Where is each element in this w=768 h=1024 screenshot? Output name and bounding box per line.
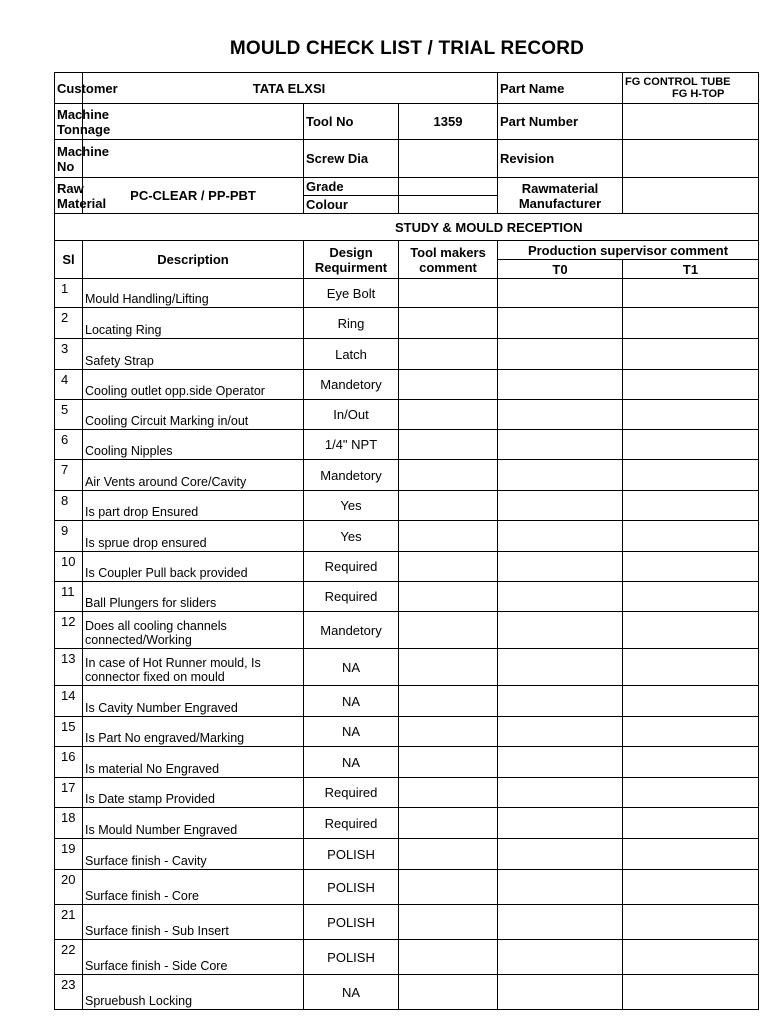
row-sl: 6 xyxy=(55,430,83,460)
row-t0-comment xyxy=(498,400,623,430)
row-design-requirement: Required xyxy=(304,582,399,612)
row-t1-comment xyxy=(623,521,759,552)
row-description: Is Coupler Pull back provided xyxy=(83,552,304,582)
row-t1-comment xyxy=(623,400,759,430)
row-t0-comment xyxy=(498,778,623,808)
row-t0-comment xyxy=(498,870,623,905)
row-t1-comment xyxy=(623,975,759,1010)
table-row xyxy=(55,778,759,808)
row-t1-comment xyxy=(623,430,759,460)
column-header-t1: T1 xyxy=(623,260,759,279)
row-t1-comment xyxy=(623,491,759,521)
row-t0-comment xyxy=(498,839,623,870)
checklist-table xyxy=(54,72,759,1010)
column-header-toolmakers-line1: Tool makers xyxy=(410,244,486,260)
revision-label: Revision xyxy=(498,140,623,178)
page-title: MOULD CHECK LIST / TRIAL RECORD xyxy=(229,38,585,59)
part-name-label: Part Name xyxy=(498,73,623,104)
row-sl: 13 xyxy=(55,649,83,686)
row-sl: 12 xyxy=(55,612,83,649)
section-title: STUDY & MOULD RECEPTION xyxy=(55,214,759,241)
row-t0-comment xyxy=(498,308,623,339)
column-header-toolmakers-line2: comment xyxy=(419,259,477,275)
row-sl: 9 xyxy=(55,521,83,552)
table-row xyxy=(55,747,759,778)
table-row xyxy=(55,521,759,552)
row-sl: 5 xyxy=(55,400,83,430)
table-row xyxy=(55,460,759,491)
table-row xyxy=(55,649,759,686)
row-t1-comment xyxy=(623,649,759,686)
row-description: Cooling Nipples xyxy=(83,430,304,460)
table-row xyxy=(55,308,759,339)
table-row xyxy=(55,430,759,460)
row-design-requirement: NA xyxy=(304,686,399,717)
row-design-requirement: POLISH xyxy=(304,839,399,870)
row-description: Surface finish - Core xyxy=(83,870,304,905)
row-description: Surface finish - Sub Insert xyxy=(83,905,304,940)
raw-material-label: Raw Material xyxy=(55,178,83,214)
row-sl: 16 xyxy=(55,747,83,778)
row-toolmakers-comment xyxy=(399,870,498,905)
row-t1-comment xyxy=(623,940,759,975)
row-t1-comment xyxy=(623,905,759,940)
column-header-toolmakers-comment xyxy=(399,241,498,279)
machine-tonnage-label-line1: Machine xyxy=(57,106,110,122)
table-row xyxy=(55,808,759,839)
row-toolmakers-comment xyxy=(399,308,498,339)
row-design-requirement: Mandetory xyxy=(304,370,399,400)
row-t0-comment xyxy=(498,339,623,370)
row-t1-comment xyxy=(623,747,759,778)
row-t0-comment xyxy=(498,460,623,491)
row-t1-comment xyxy=(623,279,759,308)
screw-dia-value xyxy=(399,140,498,178)
row-t1-comment xyxy=(623,612,759,649)
table-row xyxy=(55,870,759,905)
row-t0-comment xyxy=(498,491,623,521)
row-design-requirement: Eye Bolt xyxy=(304,279,399,308)
row-design-requirement: 1/4" NPT xyxy=(304,430,399,460)
row-design-requirement: Yes xyxy=(304,491,399,521)
part-name-value xyxy=(623,73,759,104)
row-toolmakers-comment xyxy=(399,717,498,747)
row-sl: 23 xyxy=(55,975,83,1010)
row-t1-comment xyxy=(623,778,759,808)
rawmaterial-manufacturer-label-line2: Manufacturer xyxy=(518,195,602,211)
column-header-t0: T0 xyxy=(498,260,623,279)
row-description: Spruebush Locking xyxy=(83,975,304,1010)
row-design-requirement: POLISH xyxy=(304,870,399,905)
row-toolmakers-comment xyxy=(399,552,498,582)
row-t0-comment xyxy=(498,975,623,1010)
row-t0-comment xyxy=(498,905,623,940)
grade-value xyxy=(399,178,498,196)
row-design-requirement: NA xyxy=(304,975,399,1010)
tool-no-label: Tool No xyxy=(304,104,399,140)
row-sl: 4 xyxy=(55,370,83,400)
column-header-design-line2: Requirment xyxy=(314,259,388,275)
row-design-requirement: POLISH xyxy=(304,940,399,975)
row-description: Is Mould Number Engraved xyxy=(83,808,304,839)
row-t0-comment xyxy=(498,808,623,839)
row-sl: 14 xyxy=(55,686,83,717)
row-toolmakers-comment xyxy=(399,940,498,975)
row-toolmakers-comment xyxy=(399,460,498,491)
row-description: Is material No Engraved xyxy=(83,747,304,778)
row-sl: 19 xyxy=(55,839,83,870)
table-row xyxy=(55,491,759,521)
row-description: Surface finish - Side Core xyxy=(83,940,304,975)
row-t0-comment xyxy=(498,521,623,552)
row-toolmakers-comment xyxy=(399,686,498,717)
part-number-value xyxy=(623,104,759,140)
row-t0-comment xyxy=(498,612,623,649)
raw-material-value: PC-CLEAR / PP-PBT xyxy=(83,178,304,214)
row-toolmakers-comment xyxy=(399,747,498,778)
row-t1-comment xyxy=(623,460,759,491)
row-description: Air Vents around Core/Cavity xyxy=(83,460,304,491)
table-row xyxy=(55,552,759,582)
row-t0-comment xyxy=(498,649,623,686)
row-t1-comment xyxy=(623,370,759,400)
part-name-line1: FG CONTROL TUBE xyxy=(625,76,731,88)
part-name-line2: FG H-TOP xyxy=(672,88,725,100)
row-description: Cooling outlet opp.side Operator xyxy=(83,370,304,400)
row-sl: 18 xyxy=(55,808,83,839)
row-design-requirement: Yes xyxy=(304,521,399,552)
tool-no-value: 1359 xyxy=(399,104,498,140)
row-toolmakers-comment xyxy=(399,778,498,808)
row-toolmakers-comment xyxy=(399,905,498,940)
table-row xyxy=(55,339,759,370)
row-sl: 10 xyxy=(55,552,83,582)
row-sl: 15 xyxy=(55,717,83,747)
screw-dia-label: Screw Dia xyxy=(304,140,399,178)
column-header-description: Description xyxy=(83,241,304,279)
row-toolmakers-comment xyxy=(399,839,498,870)
row-description: Ball Plungers for sliders xyxy=(83,582,304,612)
column-header-design-requirement xyxy=(304,241,399,279)
customer-value: TATA ELXSI xyxy=(83,73,498,104)
row-description: Is Part No engraved/Marking xyxy=(83,717,304,747)
table-row xyxy=(55,279,759,308)
row-toolmakers-comment xyxy=(399,279,498,308)
table-row xyxy=(55,839,759,870)
row-t0-comment xyxy=(498,747,623,778)
row-toolmakers-comment xyxy=(399,339,498,370)
row-t1-comment xyxy=(623,686,759,717)
row-sl: 11 xyxy=(55,582,83,612)
part-number-label: Part Number xyxy=(498,104,623,140)
table-row xyxy=(55,612,759,649)
table-row xyxy=(55,400,759,430)
row-toolmakers-comment xyxy=(399,808,498,839)
row-t1-comment xyxy=(623,808,759,839)
row-design-requirement: Mandetory xyxy=(304,460,399,491)
row-t0-comment xyxy=(498,430,623,460)
machine-tonnage-label-line2: Tonnage xyxy=(57,121,111,137)
column-header-sl: Sl xyxy=(55,241,83,279)
grade-label: Grade xyxy=(304,178,399,196)
row-t1-comment xyxy=(623,339,759,370)
row-sl: 8 xyxy=(55,491,83,521)
row-design-requirement: NA xyxy=(304,717,399,747)
row-description: In case of Hot Runner mould, Is connector fixed on mould xyxy=(83,649,304,686)
machine-tonnage-label xyxy=(55,104,111,140)
row-description: Safety Strap xyxy=(83,339,304,370)
row-description: Surface finish - Cavity xyxy=(83,839,304,870)
table-row xyxy=(55,940,759,975)
row-design-requirement: Mandetory xyxy=(304,612,399,649)
row-design-requirement: NA xyxy=(304,747,399,778)
row-design-requirement: Required xyxy=(304,808,399,839)
row-t1-comment xyxy=(623,717,759,747)
row-t1-comment xyxy=(623,870,759,905)
row-toolmakers-comment xyxy=(399,612,498,649)
row-t0-comment xyxy=(498,552,623,582)
customer-label: Customer xyxy=(55,73,83,104)
row-sl: 3 xyxy=(55,339,83,370)
row-description: Is sprue drop ensured xyxy=(83,521,304,552)
row-description: Locating Ring xyxy=(83,308,304,339)
row-t0-comment xyxy=(498,370,623,400)
row-sl: 22 xyxy=(55,940,83,975)
table-row xyxy=(55,686,759,717)
colour-value xyxy=(399,196,498,214)
row-description: Is Date stamp Provided xyxy=(83,778,304,808)
row-t1-comment xyxy=(623,552,759,582)
row-toolmakers-comment xyxy=(399,649,498,686)
row-t0-comment xyxy=(498,686,623,717)
row-sl: 17 xyxy=(55,778,83,808)
row-description: Mould Handling/Lifting xyxy=(83,279,304,308)
row-toolmakers-comment xyxy=(399,975,498,1010)
row-t1-comment xyxy=(623,839,759,870)
row-toolmakers-comment xyxy=(399,430,498,460)
column-header-production-supervisor: Production supervisor comment xyxy=(498,241,759,260)
machine-tonnage-value xyxy=(83,104,304,140)
row-toolmakers-comment xyxy=(399,370,498,400)
table-row xyxy=(55,905,759,940)
table-row xyxy=(55,582,759,612)
row-description: Is Cavity Number Engraved xyxy=(83,686,304,717)
machine-no-label: Machine No xyxy=(55,140,83,178)
row-t1-comment xyxy=(623,582,759,612)
table-row xyxy=(55,370,759,400)
row-description: Cooling Circuit Marking in/out xyxy=(83,400,304,430)
row-design-requirement: In/Out xyxy=(304,400,399,430)
row-design-requirement: NA xyxy=(304,649,399,686)
row-sl: 1 xyxy=(55,279,83,308)
row-t0-comment xyxy=(498,279,623,308)
row-toolmakers-comment xyxy=(399,491,498,521)
row-sl: 20 xyxy=(55,870,83,905)
row-t1-comment xyxy=(623,308,759,339)
row-t0-comment xyxy=(498,582,623,612)
row-design-requirement: Latch xyxy=(304,339,399,370)
row-design-requirement: Required xyxy=(304,778,399,808)
row-description: Is part drop Ensured xyxy=(83,491,304,521)
row-sl: 7 xyxy=(55,460,83,491)
row-description: Does all cooling channels connected/Working xyxy=(83,612,304,649)
table-row xyxy=(55,975,759,1010)
table-row xyxy=(55,717,759,747)
rawmaterial-manufacturer-label xyxy=(498,178,623,214)
row-toolmakers-comment xyxy=(399,400,498,430)
machine-no-value xyxy=(83,140,304,178)
row-sl: 2 xyxy=(55,308,83,339)
row-t0-comment xyxy=(498,940,623,975)
rawmaterial-manufacturer-value xyxy=(623,178,759,214)
row-design-requirement: POLISH xyxy=(304,905,399,940)
row-design-requirement: Required xyxy=(304,552,399,582)
row-t0-comment xyxy=(498,717,623,747)
revision-value xyxy=(623,140,759,178)
column-header-design-line1: Design xyxy=(329,244,373,260)
row-design-requirement: Ring xyxy=(304,308,399,339)
row-toolmakers-comment xyxy=(399,582,498,612)
row-sl: 21 xyxy=(55,905,83,940)
row-toolmakers-comment xyxy=(399,521,498,552)
rawmaterial-manufacturer-label-line1: Rawmaterial xyxy=(521,180,599,196)
colour-label: Colour xyxy=(304,196,399,214)
